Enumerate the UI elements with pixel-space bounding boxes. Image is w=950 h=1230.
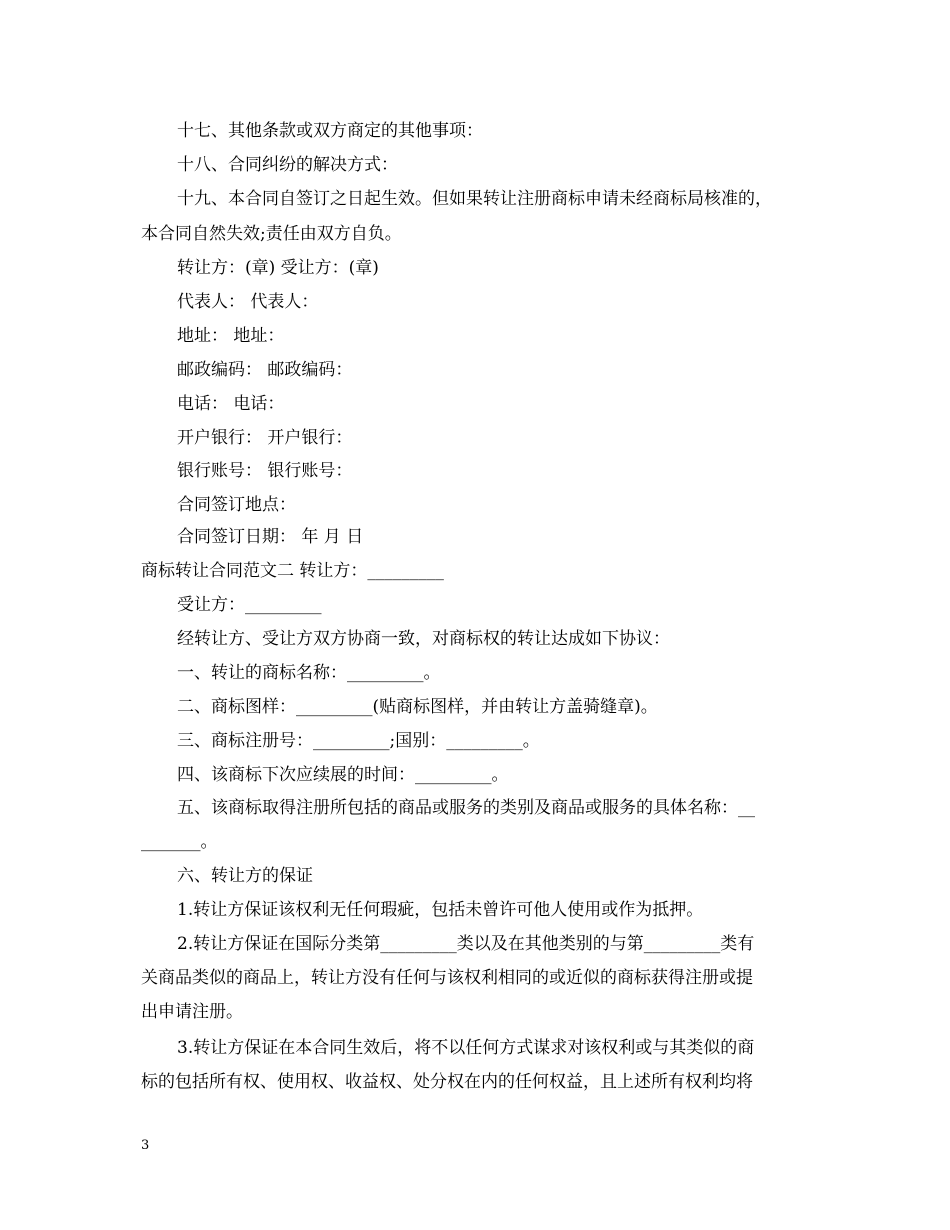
text-line: 五、该商标取得注册所包括的商品或服务的类别及商品或服务的具体名称：__ (177, 798, 755, 818)
text-line: _______。 (141, 832, 218, 852)
text-line: 转让方：(章) 受让方：(章) (177, 258, 379, 278)
text-line: 邮政编码： 邮政编码： (177, 360, 353, 380)
text-line: 标的包括所有权、使用权、收益权、处分权在内的任何权益，且上述所有权利均将 (141, 1072, 753, 1092)
text-line: 3.转让方保证在本合同生效后，将不以任何方式谋求对该权利或与其类似的商 (177, 1038, 755, 1058)
text-line: 一、转让的商标名称：_________。 (177, 663, 441, 683)
text-line: 银行账号： 银行账号： (177, 461, 353, 481)
text-line: 商标转让合同范文二 转让方：_________ (141, 561, 444, 581)
text-line: 合同签订日期： 年 月 日 (177, 527, 364, 547)
page-number: 3 (141, 1138, 150, 1153)
text-line: 1.转让方保证该权利无任何瑕疵，包括未曾许可他人使用或作为抵押。 (177, 900, 704, 920)
text-line: 本合同自然失效;责任由双方自负。 (141, 224, 402, 244)
text-line: 合同签订地点： (177, 495, 296, 515)
text-line: 2.转让方保证在国际分类第_________类以及在其他类别的与第_________类有 (177, 934, 755, 954)
text-line: 三、商标注册号：_________;国别：_________。 (177, 731, 540, 751)
text-line: 二、商标图样：_________(贴商标图样，并由转让方盖骑缝章)。 (177, 697, 658, 717)
text-line: 十九、本合同自签订之日起生效。但如果转让注册商标申请未经商标局核准的， (177, 189, 772, 209)
text-line: 十八、合同纠纷的解决方式： (177, 155, 398, 175)
text-line: 代表人： 代表人： (177, 292, 319, 312)
text-line: 四、该商标下次应续展的时间：_________。 (177, 765, 509, 785)
text-line: 十七、其他条款或双方商定的其他事项： (177, 121, 483, 141)
text-line: 经转让方、受让方双方协商一致，对商标权的转让达成如下协议： (177, 629, 670, 649)
text-line: 出申请注册。 (141, 1002, 243, 1022)
text-line: 地址： 地址： (177, 326, 285, 346)
text-line: 六、转让方的保证 (177, 866, 313, 886)
text-line: 关商品类似的商品上，转让方没有任何与该权利相同的或近似的商标获得注册或提 (141, 968, 753, 988)
text-line: 电话： 电话： (177, 394, 285, 414)
text-line: 开户银行： 开户银行： (177, 428, 353, 448)
text-line: 受让方：_________ (177, 595, 322, 615)
